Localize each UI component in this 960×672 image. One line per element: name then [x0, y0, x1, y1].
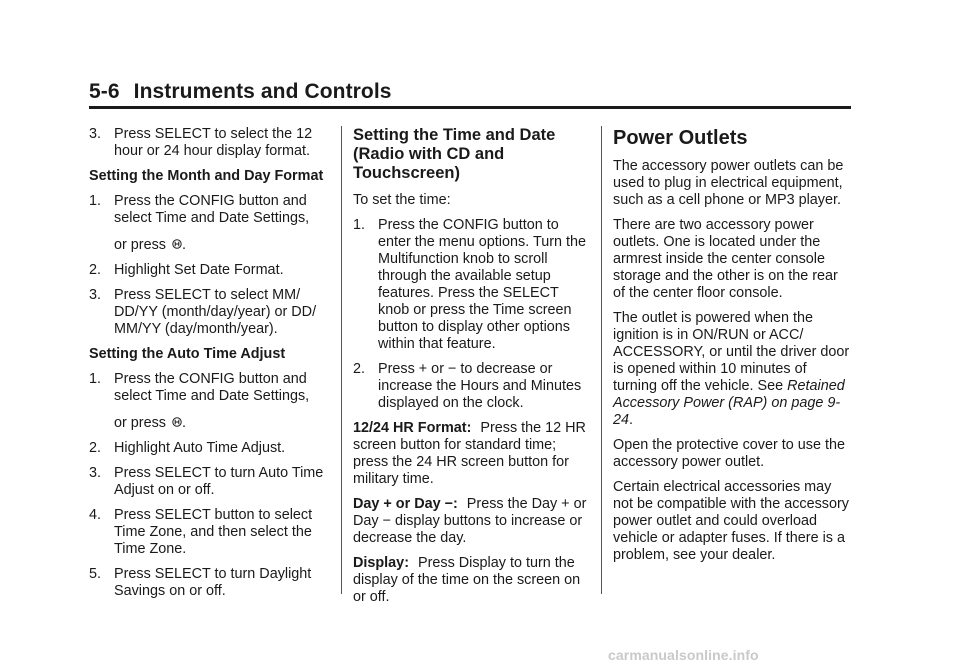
section-heading-power-outlets: Power Outlets: [613, 127, 748, 149]
list-item: 2. Highlight Set Date Format.: [89, 262, 284, 278]
subheading-month-day-format: Setting the Month and Day Format: [89, 168, 324, 184]
intro-text: To set the time:: [353, 192, 451, 208]
list-item: 3. Press SELECT to turn Auto Time Adjust on or off.: [89, 465, 324, 498]
header-title-line: [89, 80, 851, 104]
definition-day: Day + or Day −: Press the Day + or Day − display buttons to increase or decrease the day.: [353, 496, 587, 546]
paragraph: Open the protective cover to use the accessory power outlet.: [613, 437, 845, 470]
page-number: 5-6: [89, 80, 120, 103]
column-divider-1: [341, 126, 342, 594]
page-header: [89, 80, 851, 104]
cross-reference-link[interactable]: Retained Accessory Power (RAP) on page 9-24: [613, 378, 845, 428]
clock-button-icon: [172, 417, 182, 427]
section-title: Instruments and Controls: [133, 80, 392, 103]
list-item: 2. Press + or − to decrease or increase the Hours and Minutes displayed on the clock.: [353, 361, 582, 411]
list-item: 1. Press the CONFIG button to enter the menu options. Turn the Multifunction knob to scroll through the available setup features. Press the SELECT knob or press the Time screen button to display other options within that feature.: [353, 217, 586, 352]
column-divider-2: [601, 126, 602, 594]
subheading-auto-time-adjust: Setting the Auto Time Adjust: [89, 346, 286, 362]
list-item: 1. Press the CONFIG button and select Time and Date Settings, or press .: [89, 193, 329, 254]
list-item: 3. Press SELECT to select the 12 hour or 24 hour display format.: [89, 126, 313, 159]
watermark-text: carmanualsonline.info: [608, 647, 759, 663]
list-item: 4. Press SELECT button to select Time Zone, and then select the Time Zone.: [89, 507, 313, 557]
column-2: [353, 126, 591, 614]
clock-button-icon: [172, 239, 182, 249]
list-item: 2. Highlight Auto Time Adjust.: [89, 440, 286, 456]
list-item: 5. Press SELECT to turn Daylight Savings on or off.: [89, 566, 312, 599]
definition-display: Display: Press Display to turn the display of the time on the screen on or off.: [353, 555, 581, 605]
definition-12-24-hr: 12/24 HR Format: Press the 12 HR screen button for standard time; press the 24 HR screen button for military time.: [353, 420, 586, 487]
list-item: 1. Press the CONFIG button and select Time and Date Settings, or press .: [89, 371, 329, 432]
paragraph: Certain electrical accessories may not be compatible with the accessory power outlet and could overload vehicle or adapter fuses. If there is a problem, see your dealer.: [613, 479, 849, 563]
list-item: 3. Press SELECT to select MM/ DD/YY (month/day/year) or DD/ MM/YY (day/month/year).: [89, 287, 317, 337]
section-heading-time-date: Setting the Time and Date (Radio with CD and Touchscreen): [353, 126, 556, 182]
paragraph: There are two accessory power outlets. One is located under the armrest inside the center console storage and the other is on the rear of the center floor console.: [613, 217, 838, 301]
header-rule: [89, 106, 851, 109]
paragraph: The outlet is powered when the ignition is in ON/RUN or ACC/ ACCESSORY, or until the driver door is opened within 10 minutes of turning off the vehicle. See Retained Accessory Power (RAP) on page 9-24.: [613, 310, 850, 428]
list-item-sub: or press .: [114, 415, 186, 431]
list-item-sub: or press .: [114, 237, 186, 253]
paragraph: The accessory power outlets can be used to plug in electrical equipment, such as a cell phone or MP3 player.: [613, 158, 844, 208]
column-1: [89, 126, 329, 608]
column-3: [613, 126, 853, 572]
